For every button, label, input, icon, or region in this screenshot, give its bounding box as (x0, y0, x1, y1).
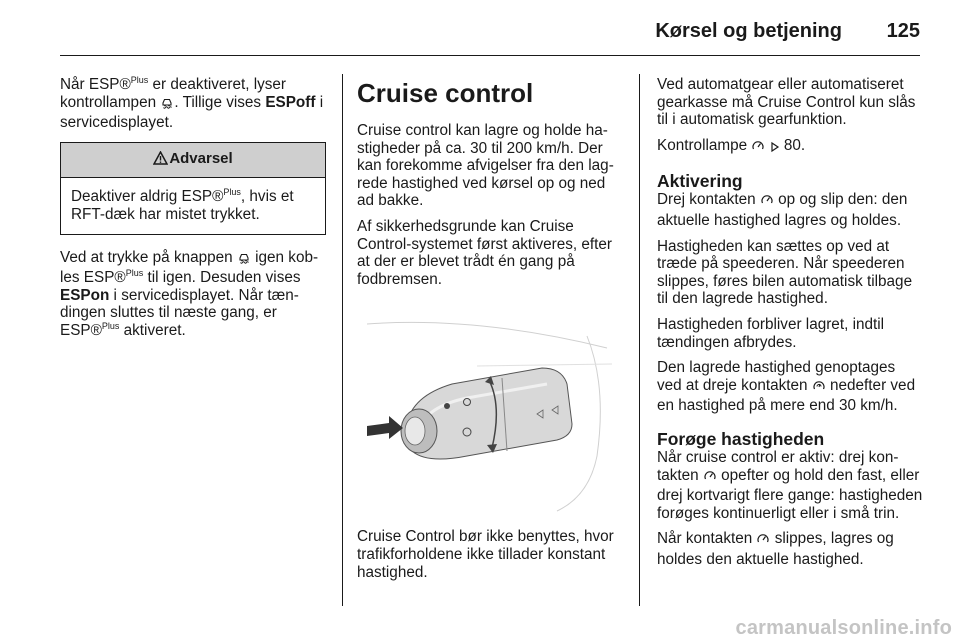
column-divider-1 (342, 74, 343, 606)
cruise-control-heading: Cruise control (357, 78, 534, 108)
cruise-intro-paragraph: Cruise control kan lagre og holde hastigheder på ca. 30 til 200 km/h. Der kan forekomme afvigelser fra den lagrede hastighed ved kørsel op og ned ad bakke. (357, 122, 614, 210)
column-3 (657, 76, 923, 576)
cruise-warning-paragraph: Cruise Control bør ikke benyttes, hvor trafikforholdene ikke tillader konstant hastighed. (357, 528, 614, 581)
esp-car-skid-icon (160, 96, 174, 115)
cruise-control-icon (703, 469, 717, 488)
page-header (60, 14, 920, 56)
column-1 (60, 76, 326, 348)
page-number: 125 (886, 20, 920, 42)
cruise-resume-icon (812, 379, 826, 398)
resume-paragraph: Den lagrede hastighed genoptages ved at dreje kontakten nedefter ved en hastighed på mere end 30 km/h. (657, 359, 916, 415)
warning-header: Advarsel (61, 143, 325, 179)
watermark: carmanualsonline.info (735, 617, 952, 639)
release-paragraph: Når kontakten slippes, lagres og holdes den aktuelle hastighed. (657, 530, 894, 568)
automatic-gear-paragraph: Ved automatgear eller automatiseret gearkasse må Cruise Control kun slås til i automatisk gearfunktion. (657, 76, 916, 129)
activation-heading: Aktivering (657, 171, 743, 192)
warning-body: Deaktiver aldrig ESP®$^{Plus}$, hvis et RFT-dæk har mistet trykket. (71, 187, 294, 223)
increase-speed-heading: Forøge hastigheden (657, 428, 825, 449)
esp-on-paragraph: Ved at trykke på knappen igen kobles ESP®$^{Plus}$ til igen. Desuden vises ESPon i servicedisplayet. Når tændingen sluttes til næste gang, er ESP®$^{Plus}$ aktiveret. (60, 248, 319, 339)
warning-box (60, 142, 326, 235)
cruise-control-icon (756, 532, 770, 551)
cruise-safety-paragraph: Af sikkerhedsgrunde kan Cruise Control-systemet først aktiveres, efter at der er blevet trådt én gang på fodbremsen. (357, 217, 613, 288)
control-lamp-paragraph: Kontrollampe 80. (657, 137, 923, 158)
warning-triangle-icon (153, 151, 168, 170)
cruise-control-icon (751, 139, 765, 158)
esp-off-paragraph: Når ESP®$^{Plus}$ er deaktiveret, lyser kontrollampen . Tillige vises ESPoff i servicedisplayet. (60, 74, 324, 132)
column-divider-2 (639, 74, 640, 606)
accelerate-paragraph: Hastigheden kan sættes op ved at træde på speederen. Når speederen slippes, føres bilen automatisk tilbage til den lagrede hastighed. (657, 237, 913, 308)
column-2 (357, 76, 623, 589)
page-reference-icon (770, 140, 780, 158)
cruise-control-lever-illustration (357, 306, 619, 518)
activation-paragraph: Drej kontakten op og slip den: den aktuelle hastighed lagres og holdes. (657, 191, 908, 229)
cruise-control-icon (760, 193, 774, 212)
header-divider (60, 55, 920, 56)
section-title: Kørsel og betjening (655, 20, 842, 42)
increase-speed-paragraph: Når cruise control er aktiv: drej kontakten opefter og hold den fast, eller drej kortvarigt flere gange: hastigheden forøges kontinuerligt eller i små trin. (657, 448, 923, 522)
esp-button-icon (237, 251, 251, 270)
stored-speed-paragraph: Hastigheden forbliver lagret, indtil tændingen afbrydes. (657, 315, 885, 351)
